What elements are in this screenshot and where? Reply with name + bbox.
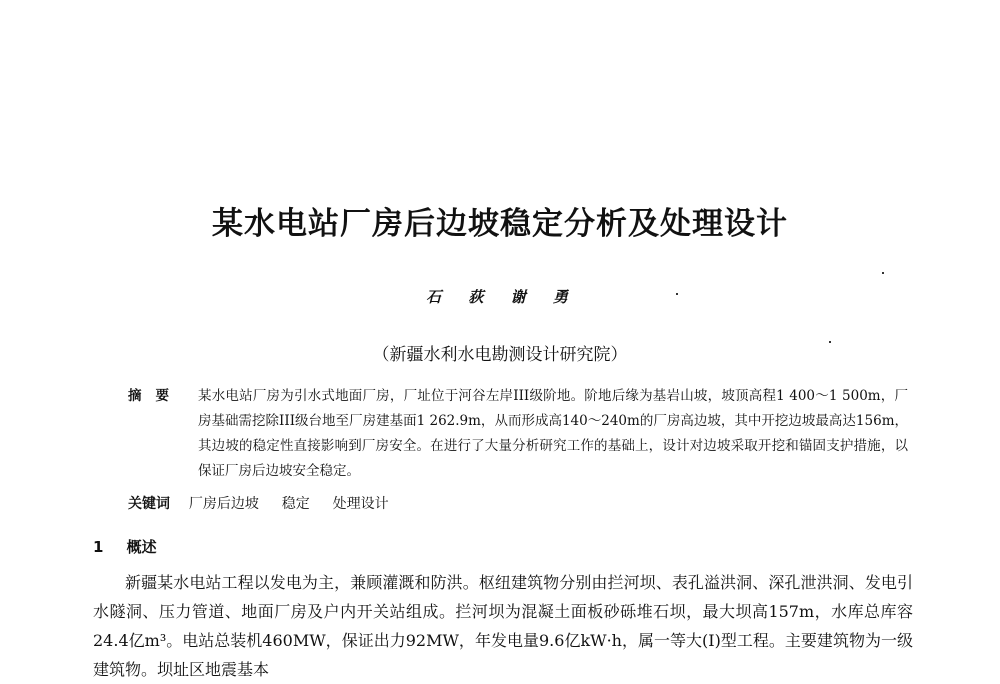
abstract-label: 摘要	[128, 388, 183, 404]
keyword-item: 稳定	[281, 496, 310, 512]
keyword-item: 厂房后边坡	[188, 496, 259, 512]
section-heading	[93, 536, 157, 557]
keywords-label: 关键词	[128, 496, 170, 512]
paper-title: 某水电站厂房后边坡稳定分析及处理设计	[212, 206, 788, 242]
abstract-text: 某水电站厂房为引水式地面厂房，厂址位于河谷左岸III级阶地。阶地后缘为基岩山坡，坡顶高程1 400～1 500m，厂房基础需挖除III级台地至厂房建基面1 262.9m，从而形成高140～240m的厂房高边坡，其中开挖边坡最高达156m，其边坡的稳定性直接影响到厂房安全。在进行了大量分析研究工作的基础上，设计对边坡采取开挖和锚固支护措施，以保证厂房后边坡安全稳定。	[198, 388, 908, 479]
section-title: 概述	[126, 538, 157, 556]
authors: 石 荻 谢 勇	[426, 288, 574, 306]
scan-speck	[882, 272, 884, 274]
keywords	[128, 493, 421, 513]
keyword-item: 处理设计	[332, 496, 389, 512]
abstract	[128, 384, 908, 484]
scan-speck	[676, 293, 678, 295]
affiliation: （新疆水利水电勘测设计研究院）	[372, 345, 628, 365]
section-number: 1	[93, 538, 104, 556]
scan-speck	[829, 341, 831, 343]
body-paragraph: 新疆某水电站工程以发电为主，兼顾灌溉和防洪。枢纽建筑物分别由拦河坝、表孔溢洪洞、深孔泄洪洞、发电引水隧洞、压力管道、地面厂房及户内开关站组成。拦河坝为混凝土面板砂砾堆石坝，最大坝高157m，水库总库容24.4亿m³。电站总装机460MW，保证出力92MW，年发电量9.6亿kW·h，属一等大(I)型工程。主要建筑物为一级建筑物。坝址区地震基本	[93, 573, 913, 679]
